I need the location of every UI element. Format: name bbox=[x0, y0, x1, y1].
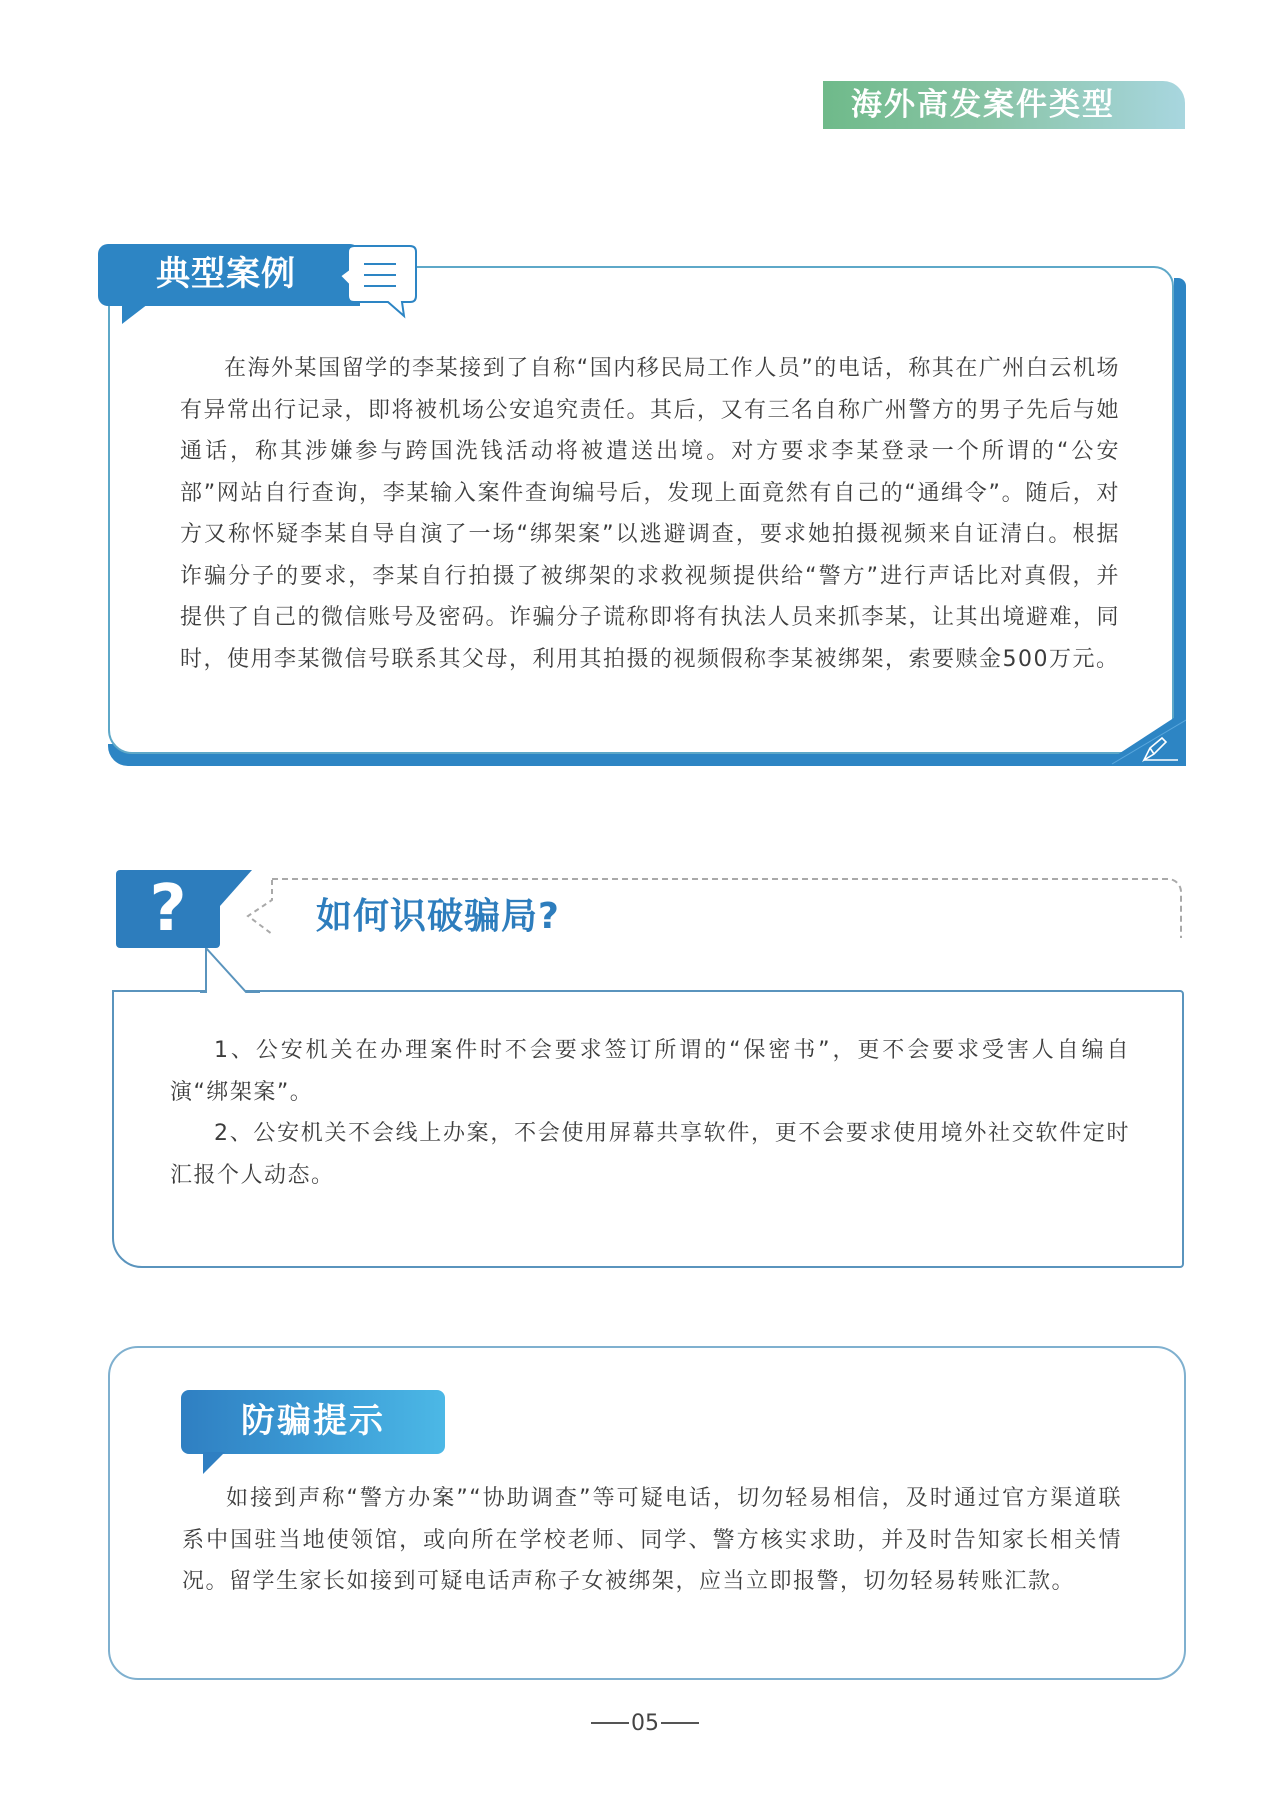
tips-label-text: 防骗提示 bbox=[241, 1401, 385, 1441]
question-badge bbox=[116, 870, 220, 948]
page-number-text: 05 bbox=[631, 1710, 659, 1736]
dashed-pointer-icon bbox=[246, 878, 276, 948]
case-label-tail bbox=[122, 304, 148, 324]
tips-label bbox=[181, 1390, 445, 1454]
case-paragraph: 在海外某国留学的李某接到了自称“国内移民局工作人员”的电话，称其在广州白云机场有异常出行记录，即将被机场公安追究责任。其后，又有三名自称广州警方的男子先后与她通话，称其涉嫌参与跨国洗钱活动将被遣送出境。对方要求李某登录一个所谓的“公安部”网站自行查询，李某输入案件查询编号后，发现上面竟然有自己的“通缉令”。随后，对方又称怀疑李某自导自演了一场“绑架案”以逃避调查，要求她拍摄视频来自证清白。根据诈骗分子的要求，李某自行拍摄了被绑架的求救视频提供给“警方”进行声话比对真假，并提供了自己的微信账号及密码。诈骗分子谎称即将有执法人员来抓李某，让其出境避难，同时，使用李某微信号联系其父母，利用其拍摄的视频假称李某被绑架，索要赎金500万元。 bbox=[180, 356, 1121, 672]
section-header-title: 海外高发案件类型 bbox=[851, 87, 1115, 123]
how-list bbox=[170, 1030, 1130, 1196]
page-number bbox=[590, 1708, 700, 1738]
how-title: 如何识破骗局? bbox=[316, 896, 560, 937]
page-number-dash-right bbox=[661, 1722, 699, 1724]
how-item: 2、公安机关不会线上办案，不会使用屏幕共享软件，更不会要求使用境外社交软件定时汇报个人动态。 bbox=[170, 1121, 1130, 1188]
section-header-tag bbox=[823, 81, 1185, 129]
pencil-icon bbox=[1100, 710, 1186, 766]
question-mark-icon: ? bbox=[149, 872, 187, 946]
how-box-pointer bbox=[200, 948, 260, 994]
chat-bubble-icon bbox=[340, 244, 418, 320]
case-label bbox=[98, 244, 360, 306]
case-box-right-bar bbox=[1174, 278, 1186, 766]
tips-paragraph: 如接到声称“警方办案”“协助调查”等可疑电话，切勿轻易相信，及时通过官方渠道联系中国驻当地使领馆，或向所在学校老师、同学、警方核实求助，并及时告知家长相关情况。留学生家长如接到可疑电话声称子女被绑架，应当立即报警，切勿轻易转账汇款。 bbox=[182, 1486, 1122, 1594]
how-item: 1、公安机关在办理案件时不会要求签订所谓的“保密书”，更不会要求受害人自编自演“绑架案”。 bbox=[170, 1038, 1130, 1105]
tips-label-tail bbox=[203, 1452, 225, 1474]
case-label-text: 典型案例 bbox=[156, 254, 296, 294]
page-number-dash-left bbox=[591, 1722, 629, 1724]
